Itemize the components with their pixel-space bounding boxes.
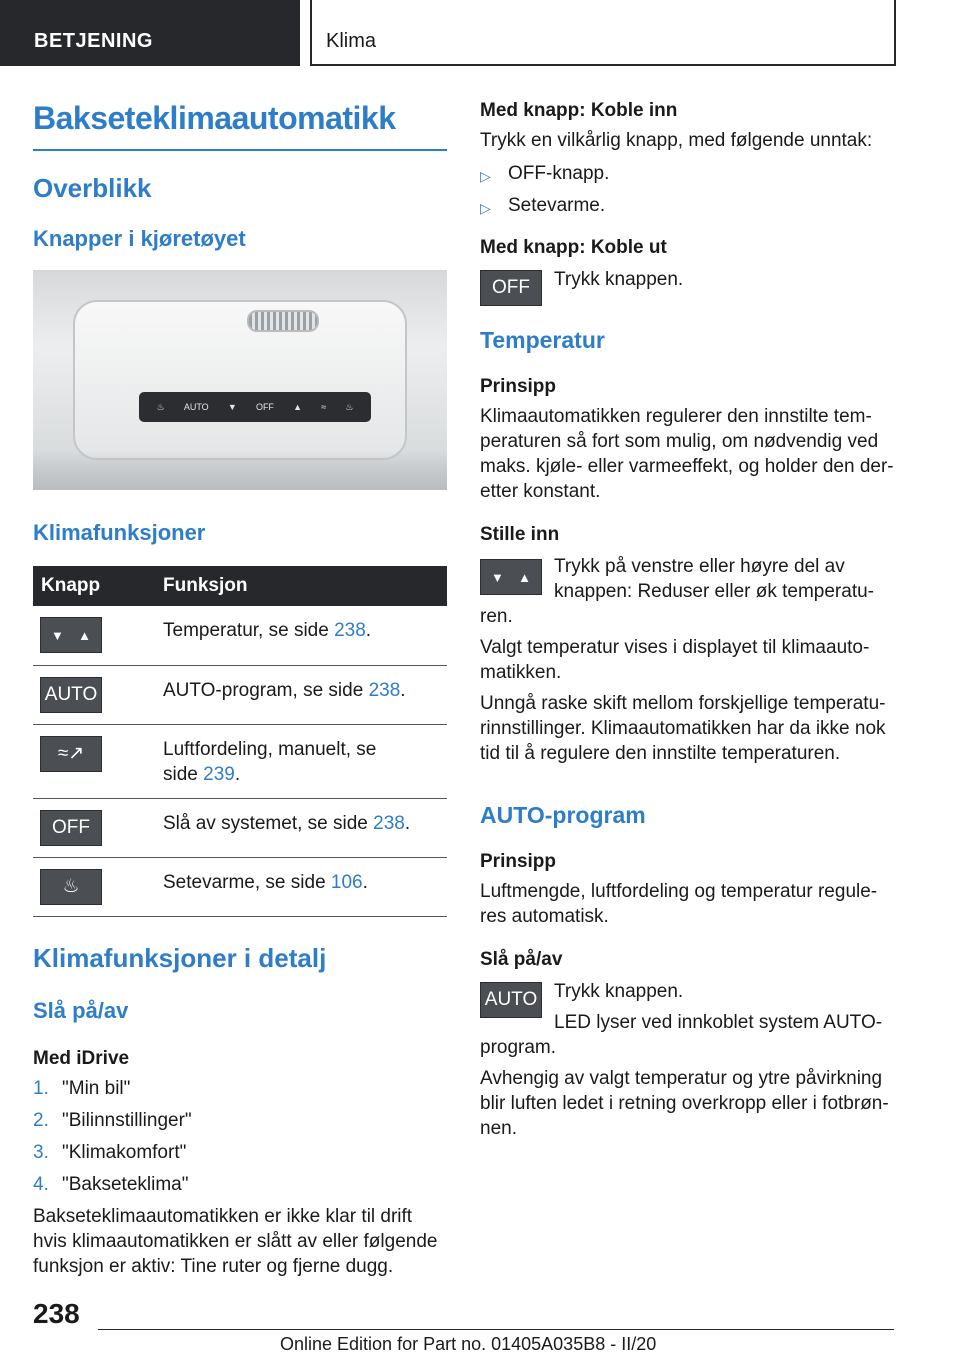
principle-heading: Prinsipp [480,376,557,397]
off-button-icon: OFF [40,810,102,846]
page-link[interactable]: 239 [203,763,235,785]
table-row: ▼ ▲ Temperatur, se side 238. [33,606,447,665]
page-number: 238 [33,1298,80,1329]
page-link[interactable]: 238 [373,812,405,834]
idrive-steps [33,1076,447,1204]
list-item: 2. "Bilinnstillinger" [33,1109,192,1131]
display-text: Valgt temperatur vises i displayet til klimaauto- matikken. [480,637,870,683]
detail-heading: Klimafunksjoner i detalj [33,942,327,973]
setting-instruction: ▼ ▲ Trykk på venstre eller høyre del av knappen: Reduser eller øk temperatu- ren. [480,556,874,627]
list-item: 1. "Min bil" [33,1077,131,1099]
right-column [480,100,900,1141]
arrow-up-icon: ▲ [293,402,303,412]
buttons-heading: Knapper i kjøretøyet [33,226,246,251]
arrow-down-icon: ▼ [227,402,237,412]
temperature-arrows-icon: ▼ ▲ [480,559,542,595]
table-row: ♨ Setevarme, se side 106. [33,857,447,916]
edition-text: Online Edition for Part no. 01405A035B8 - II/20 [280,1334,657,1354]
air-distribution-icon: ≈↗ [40,736,102,772]
off-instruction: OFF Trykk knappen. [480,267,900,313]
table-header-button: Knapp [33,566,163,606]
temperature-principle: Klimaautomatikken regulerer den innstilte tem- peraturen så fort som mulig, om nødvendig ved maks. kjøle- eller varmeeffekt, og holder den der- etter konstant. [480,406,894,502]
auto-button-icon: AUTO [40,677,102,713]
off-text: OFF [255,402,274,412]
left-column [33,100,447,1279]
table-header-row [33,566,447,606]
page-title: Bakseteklimaautomatikk [33,100,447,151]
page-link[interactable]: 238 [334,620,366,641]
auto-principle-heading: Prinsipp [480,851,557,872]
bullet-triangle-icon: ▷ [480,200,491,216]
auto-button-icon: AUTO [480,982,542,1018]
idrive-note: Bakseteklimaautomatikken er ikke klar til drift hvis klimaautomatikken er slått av eller følgende funksjon er aktiv: Tine ruter og fjerne dugg. [33,1205,438,1277]
auto-principle: Luftmengde, luftfordeling og temperatur regule- res automatisk. [480,881,878,927]
chapter-label: Klima [326,30,377,52]
list-item: ▷ Setevarme. [480,193,900,225]
temperature-heading: Temperatur [480,327,605,353]
idrive-heading: Med iDrive [33,1047,130,1069]
page-link[interactable]: 238 [368,679,401,701]
onoff-heading: Slå på/av [33,997,129,1023]
photo-shadow [33,450,447,490]
seat-heating-icon: ♨ [40,869,102,905]
section-tab [0,0,300,66]
auto-onoff-heading: Slå på/av [480,949,563,970]
section-label: BETJENING [34,30,153,52]
table-row: AUTO AUTO-program, se side 238. [33,665,447,724]
auto-text: AUTO [183,402,209,412]
setting-heading: Stille inn [480,524,560,545]
exceptions-list [480,161,900,225]
functions-table [33,566,447,917]
button-on-heading: Med knapp: Koble inn [480,100,678,121]
off-button-icon: OFF [480,270,542,306]
button-on-text: Trykk en vilkårlig knapp, med følgende unntak: [480,130,873,151]
button-off-heading: Med knapp: Koble ut [480,237,667,258]
avoid-text: Unngå raske skift mellom forskjellige temperatu- rinnstillinger. Klimaautomatikken har da ikke nok tid til å regulere den innstilte temperaturen. [480,693,886,764]
control-panel-photo [33,270,447,490]
table-row: ≈↗ Luftfordeling, manuelt, se side 239. [33,724,447,798]
overview-heading: Overblikk [33,173,152,203]
rear-console-panel [73,300,407,460]
seat-heating-icon: ♨ [345,401,354,412]
auto-instruction: AUTO Trykk knappen. LED lyser ved innkoblet system AUTO- program. [480,981,883,1058]
climate-control-strip [139,392,371,422]
footer-rule [98,1329,894,1330]
auto-program-heading: AUTO-program [480,802,646,828]
air-vent [247,310,319,332]
temperature-arrows-icon: ▼ ▲ [40,617,102,653]
list-item: 3. "Klimakomfort" [33,1141,187,1163]
table-row: OFF Slå av systemet, se side 238. [33,798,447,857]
table-header-function: Funksjon [163,566,447,606]
air-distribution-icon: ≈ [321,402,327,412]
bullet-triangle-icon: ▷ [480,168,491,184]
chapter-tab [310,0,896,66]
functions-heading: Klimafunksjoner [33,520,206,545]
seat-heating-icon: ♨ [156,401,165,412]
list-item: ▷ OFF-knapp. [480,161,900,193]
depends-text: Avhengig av valgt temperatur og ytre påvirkning blir luften ledet i retning overkropp eller i fotbrøn- nen. [480,1068,889,1139]
page-link[interactable]: 106 [330,871,363,893]
list-item: 4. "Bakseteklima" [33,1173,189,1195]
